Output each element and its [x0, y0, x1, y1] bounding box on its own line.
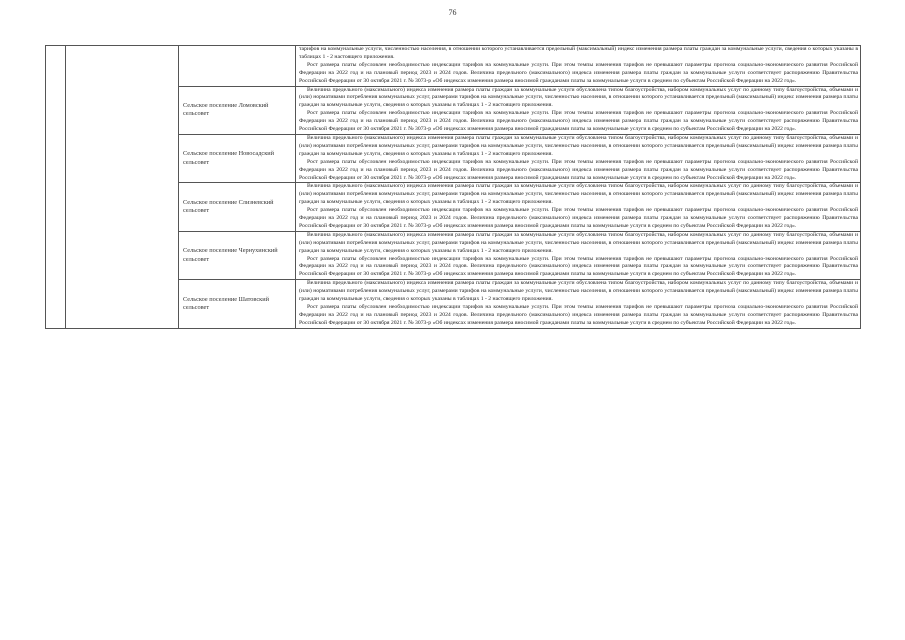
- settlement-name: Сельское поселение Новосадский сельсовет: [183, 150, 274, 166]
- description-paragraph: тарифов на коммунальные услуги, численностью населения, в отношении которого устанавливается предельный (максимальный) индекс изменения размера платы граждан за коммунальные услуги, сведения о которых указаны в таблицах 1 - 2 настоящего приложения.: [299, 46, 858, 60]
- description-paragraph: Рост размера платы обусловлен необходимостью индексации тарифов на коммунальные услуги. При этом темпы изменения тарифов не превышают параметры прогноза социально-экономического развития Российской Федерации на 2022 год и на плановый период 2023 и 2024 годов. Величина предельного (максимального) индекса изменения размера платы граждан за коммунальные услуги соответствует распоряжению Правительства Российской Федерации от 30 октября 2021 г. № 3073-р «Об индексах изменения размера вносимой гражданами платы за коммунальные услуги в среднем по субъектам Российской Федерации на 2022 год».: [299, 207, 858, 229]
- description-cell: [296, 231, 861, 279]
- settlement-cell: [179, 134, 296, 182]
- settlement-name: Сельское поселение Чернухинский сельсовет: [183, 247, 278, 263]
- settlement-name: Сельское поселение Слизневский сельсовет: [183, 198, 274, 215]
- description-cell: [296, 134, 861, 182]
- description-paragraph: Рост размера платы обусловлен необходимостью индексации тарифов на коммунальные услуги. При этом темпы изменения тарифов не превышают параметры прогноза социально-экономического развития Российской Федерации на 2022 год и на плановый период 2023 и 2024 годов. Величина предельного (максимального) индекса изменения размера платы граждан за коммунальные услуги соответствует распоряжению Правительства Российской Федерации от 30 октября 2021 г. № 3073-р «Об индексах изменения размера вносимой гражданами платы за коммунальные услуги в среднем по субъектам Российской Федерации на 2022 год».: [299, 110, 858, 133]
- description-paragraph: Величина предельного (максимального) индекса изменения размера платы граждан за коммунальные услуги обусловлена типом благоустройства, набором коммунальных услуг по данному типу благоустройства, объемами и (или) нормативами потребления коммунальных услуг, размерами тарифов на коммунальные услуги, численностью населения, в отношении которого устанавливается предельный (максимальный) индекс изменения размера платы граждан за коммунальные услуги, сведения о которых указаны в таблицах 1 - 2 настоящего приложения.: [299, 280, 858, 303]
- description-cell: [296, 46, 861, 87]
- settlement-cell: [179, 183, 296, 231]
- settlement-name: Сельское поселение Шатовский сельсовет: [183, 295, 269, 311]
- table-row: [46, 46, 861, 87]
- description-paragraph: Рост размера платы обусловлен необходимостью индексации тарифов на коммунальные услуги. При этом темпы изменения тарифов не превышают параметры прогноза социально-экономического развития Российской Федерации на 2022 год и на плановый период 2023 и 2024 годов. Величина предельного (максимального) индекса изменения размера платы граждан за коммунальные услуги соответствует распоряжению Правительства Российской Федерации от 30 октября 2021 г. № 3073-р «Об индексах изменения размера вносимой гражданами платы за коммунальные услуги в среднем по субъектам Российской Федерации на 2022 год».: [299, 255, 858, 278]
- index-column-cell: [46, 46, 66, 329]
- description-cell: [296, 86, 861, 134]
- settlement-cell: [179, 231, 296, 279]
- description-cell: [296, 183, 861, 231]
- description-paragraph: Рост размера платы обусловлен необходимостью индексации тарифов на коммунальные услуги. При этом темпы изменения тарифов не превышают параметры прогноза социально-экономического развития Российской Федерации на 2022 год и на плановый период 2023 и 2024 годов. Величина предельного (максимального) индекса изменения размера платы граждан за коммунальные услуги соответствует распоряжению Правительства Российской Федерации от 30 октября 2021 г. № 3073-р «Об индексах изменения размера вносимой гражданами платы за коммунальные услуги в среднем по субъектам Российской Федерации на 2022 год».: [299, 61, 858, 84]
- settlement-cell: [179, 280, 296, 328]
- page-number: 76: [448, 8, 457, 17]
- description-paragraph: Величина предельного (максимального) индекса изменения размера платы граждан за коммунальные услуги обусловлена типом благоустройства, набором коммунальных услуг по данному типу благоустройства, объемами и (или) нормативами потребления коммунальных услуг, размерами тарифов на коммунальные услуги, численностью населения, в отношении которого устанавливается предельный (максимальный) индекс изменения размера платы граждан за коммунальные услуги, сведения о которых указаны в таблицах 1 - 2 настоящего приложения.: [299, 231, 858, 254]
- description-paragraph: Рост размера платы обусловлен необходимостью индексации тарифов на коммунальные услуги. При этом темпы изменения тарифов не превышают параметры прогноза социально-экономического развития Российской Федерации на 2022 год и на плановый период 2023 и 2024 годов. Величина предельного (максимального) индекса изменения размера платы граждан за коммунальные услуги соответствует распоряжению Правительства Российской Федерации от 30 октября 2021 г. № 3073-р «Об индексах изменения размера вносимой гражданами платы за коммунальные услуги в среднем по субъектам Российской Федерации на 2022 год».: [299, 158, 858, 181]
- settlement-cell: [179, 86, 296, 134]
- settlement-cell: [179, 46, 296, 87]
- description-paragraph: Величина предельного (максимального) индекса изменения размера платы граждан за коммунальные услуги обусловлена типом благоустройства, набором коммунальных услуг по данному типу благоустройства, объемами и (или) нормативами потребления коммунальных услуг, размерами тарифов на коммунальные услуги, численностью населения, в отношении которого устанавливается предельный (максимальный) индекс изменения размера платы граждан за коммунальные услуги, сведения о которых указаны в таблицах 1 - 2 настоящего приложения.: [299, 134, 858, 157]
- district-column-cell: [66, 46, 179, 329]
- description-paragraph: Величина предельного (максимального) индекса изменения размера платы граждан за коммунальные услуги обусловлена типом благоустройства, набором коммунальных услуг по данному типу благоустройства, объемами и (или) нормативами потребления коммунальных услуг, размерами тарифов на коммунальные услуги, численностью населения, в отношении которого устанавливается предельный (максимальный) индекс изменения размера платы граждан за коммунальные услуги, сведения о которых указаны в таблицах 1 - 2 настоящего приложения.: [299, 86, 858, 109]
- tariff-table: [45, 45, 861, 329]
- description-cell: [296, 280, 861, 328]
- settlement-name: Сельское поселение Ломовский сельсовет: [183, 101, 269, 118]
- description-paragraph: Рост размера платы обусловлен необходимостью индексации тарифов на коммунальные услуги. При этом темпы изменения тарифов не превышают параметры прогноза социально-экономического развития Российской Федерации на 2022 год и на плановый период 2023 и 2024 годов. Величина предельного (максимального) индекса изменения размера платы граждан за коммунальные услуги соответствует распоряжению Правительства Российской Федерации от 30 октября 2021 г. № 3073-р «Об индексах изменения размера вносимой гражданами платы за коммунальные услуги в среднем по субъектам Российской Федерации на 2022 год».: [299, 304, 858, 326]
- description-paragraph: Величина предельного (максимального) индекса изменения размера платы граждан за коммунальные услуги обусловлена типом благоустройства, набором коммунальных услуг по данному типу благоустройства, объемами и (или) нормативами потребления коммунальных услуг, размерами тарифов на коммунальные услуги, численностью населения, в отношении которого устанавливается предельный (максимальный) индекс изменения размера платы граждан за коммунальные услуги, сведения о которых указаны в таблицах 1 - 2 настоящего приложения.: [299, 183, 858, 206]
